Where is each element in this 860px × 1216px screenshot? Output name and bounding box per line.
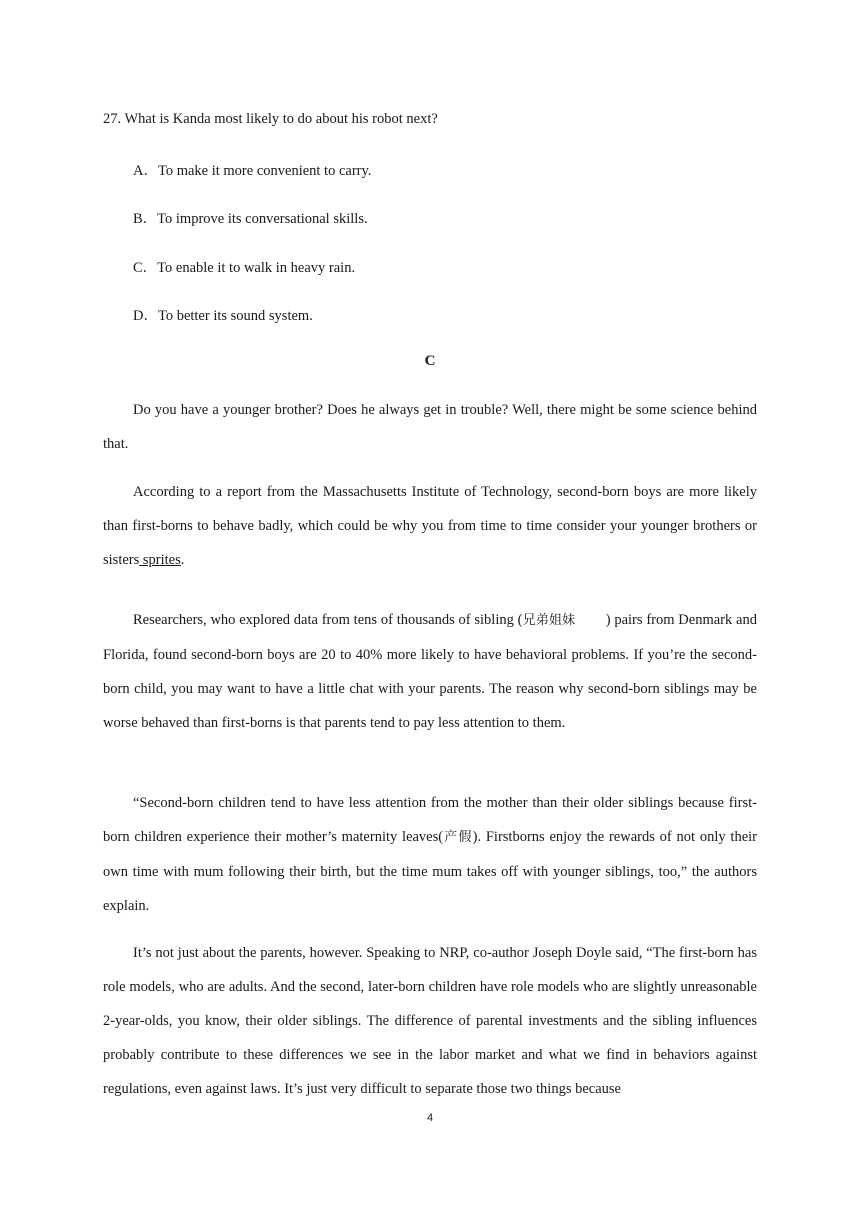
- chinese-gloss-sibling: 兄弟姐妹: [522, 613, 576, 628]
- paragraph-3: [103, 603, 761, 740]
- paragraph-4-text: “Second-born children tend to have less attention from the mother than their older siblings because first-born children experience their mother’s maternity leaves(: [103, 795, 757, 845]
- paragraph-2: [103, 475, 757, 577]
- section-title: C: [424, 353, 436, 369]
- paragraph-1: Do you have a younger brother? Does he always get in trouble? Well, there might be some science behind that.: [103, 402, 757, 452]
- option-d: D．To better its sound system.: [133, 308, 313, 324]
- paragraph-4: [103, 786, 757, 923]
- paragraph-3-text: Researchers, who explored data from tens of thousands of sibling (: [133, 612, 523, 628]
- underlined-word-sprites: sprites: [139, 552, 181, 568]
- option-a: A．To make it more convenient to carry.: [133, 163, 372, 179]
- paragraph-4-rest: ). Firstborns enjoy the rewards of not only their own time with mum following their birth, but the time mum takes off with younger siblings, too,” the authors explain.: [103, 829, 757, 914]
- paragraph-3-rest: ) pairs from Denmark and Florida, found second-born boys are 20 to 40% more likely to have behavioral problems. If you’re the second-born child, you may want to have a little chat with your parents. The reason why second-born siblings may be worse behaved than first-borns is that parents tend to pay less attention to them.: [103, 612, 761, 731]
- page-number: 4: [426, 1112, 434, 1124]
- option-c: C．To enable it to walk in heavy rain.: [133, 260, 356, 276]
- option-b: B．To improve its conversational skills.: [133, 211, 368, 227]
- question-27: 27. What is Kanda most likely to do about his robot next?: [103, 111, 438, 127]
- paragraph-2-text: According to a report from the Massachusetts Institute of Technology, second-born boys are more likely than first-borns to behave badly, which could be why you from time to time consider your younger brothers or sisters: [103, 484, 757, 568]
- chinese-gloss-maternity-leave: 产假: [443, 830, 473, 845]
- paragraph-5: It’s not just about the parents, however. Speaking to NRP, co-author Joseph Doyle said, “The first-born has role models, who are adults. And the second, later-born children have role models who are slightly unreasonable 2-year-olds, you know, their older siblings. The difference of parental investments and the sibling influences probably contribute to these differences we see in the labor market and what we find in behaviors against regulations, even against laws. It’s just very difficult to separate those two things because: [103, 945, 757, 1097]
- paragraph-2-end: .: [180, 552, 185, 568]
